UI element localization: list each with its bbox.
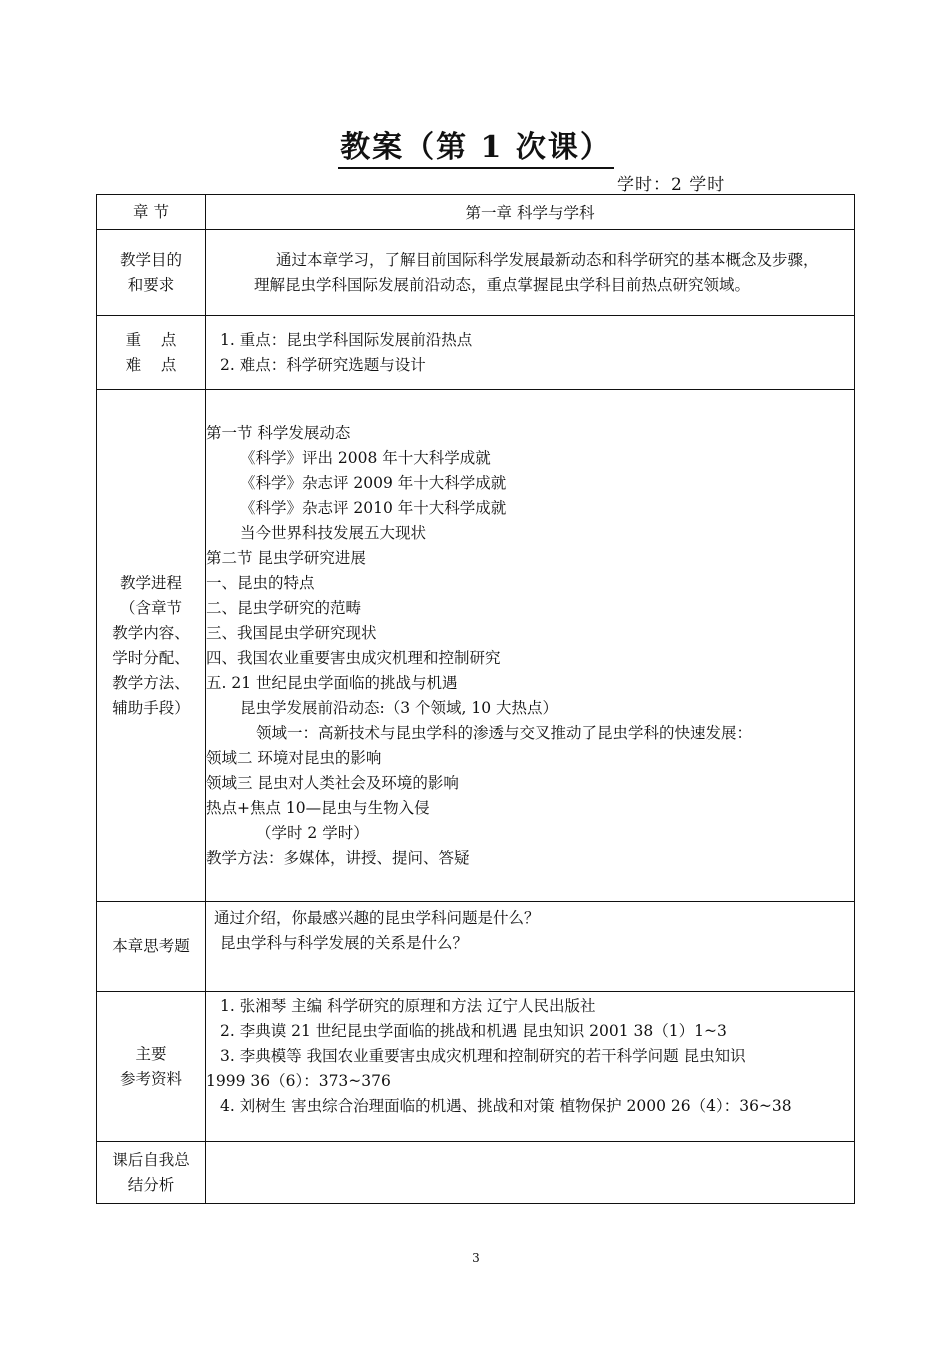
- questions-label: 本章思考题: [97, 902, 206, 992]
- chapter-value: 第一章 科学与学科: [206, 195, 855, 230]
- summary-label: 课后自我总 结分析: [97, 1142, 206, 1204]
- references-content: 1. 张湘琴 主编 科学研究的原理和方法 辽宁人民出版社 2. 李典谟 21 世纪昆虫学面临的挑战和机遇 昆虫知识 2001 38（1）1~3 3. 李典模等 我国农业重要害虫成灾机理和控制研究的若干科学问题 昆虫知识 1999 36（6）：373~376 4. 刘树生 害虫综合治理面临的机遇、挑战和对策 植物保护 2000 26（4）：36~38: [206, 992, 855, 1142]
- objectives-label: 教学目的 和要求: [97, 230, 206, 316]
- page-title: 教案（第 1 次课）: [0, 122, 952, 166]
- key-points-label: 重 点 难 点: [97, 316, 206, 390]
- lesson-plan-table: [96, 194, 855, 1204]
- row-questions: [97, 902, 855, 992]
- row-summary: [97, 1142, 855, 1204]
- page-number: 3: [472, 1251, 480, 1265]
- row-references: [97, 992, 855, 1142]
- row-chapter: [97, 195, 855, 230]
- key-points-content: 1. 重点：昆虫学科国际发展前沿热点 2. 难点：科学研究选题与设计: [206, 316, 855, 390]
- objectives-content: 通过本章学习，了解目前国际科学发展最新动态和科学研究的基本概念及步骤， 理解昆虫学科国际发展前沿动态，重点掌握昆虫学科目前热点研究领域。: [206, 230, 855, 316]
- process-label: 教学进程 （含章节 教学内容、 学时分配、 教学方法、 辅助手段）: [97, 390, 206, 902]
- process-content: 第一节 科学发展动态 《科学》评出 2008 年十大科学成就 《科学》杂志评 2009 年十大科学成就 《科学》杂志评 2010 年十大科学成就 当今世界科技发展五大现状 第二节 昆虫学研究进展 一、昆虫的特点 二、昆虫学研究的范畴 三、我国昆虫学研究现状 四、我国农业重要害虫成灾机理和控制研究 五. 21 世纪昆虫学面临的挑战与机遇 昆虫学发展前沿动态:（3 个领域, 10 大热点） 领域一：高新技术与昆虫学科的渗透与交叉推动了昆虫学科的快速发展： 领域二 环境对昆虫的影响 领域三 昆虫对人类社会及环境的影响 热点+焦点 10—昆虫与生物入侵 （学时 2 学时） 教学方法：多媒体，讲授、提问、答疑: [206, 390, 855, 902]
- summary-content: [206, 1142, 855, 1204]
- row-objectives: [97, 230, 855, 316]
- class-hours: 学时：2 学时: [617, 175, 726, 195]
- row-key-points: [97, 316, 855, 390]
- chapter-label: 章 节: [97, 195, 206, 230]
- questions-content: 通过介绍，你最感兴趣的昆虫学科问题是什么？ 昆虫学科与科学发展的关系是什么？: [206, 902, 855, 992]
- references-label: 主要 参考资料: [97, 992, 206, 1142]
- row-process: [97, 390, 855, 902]
